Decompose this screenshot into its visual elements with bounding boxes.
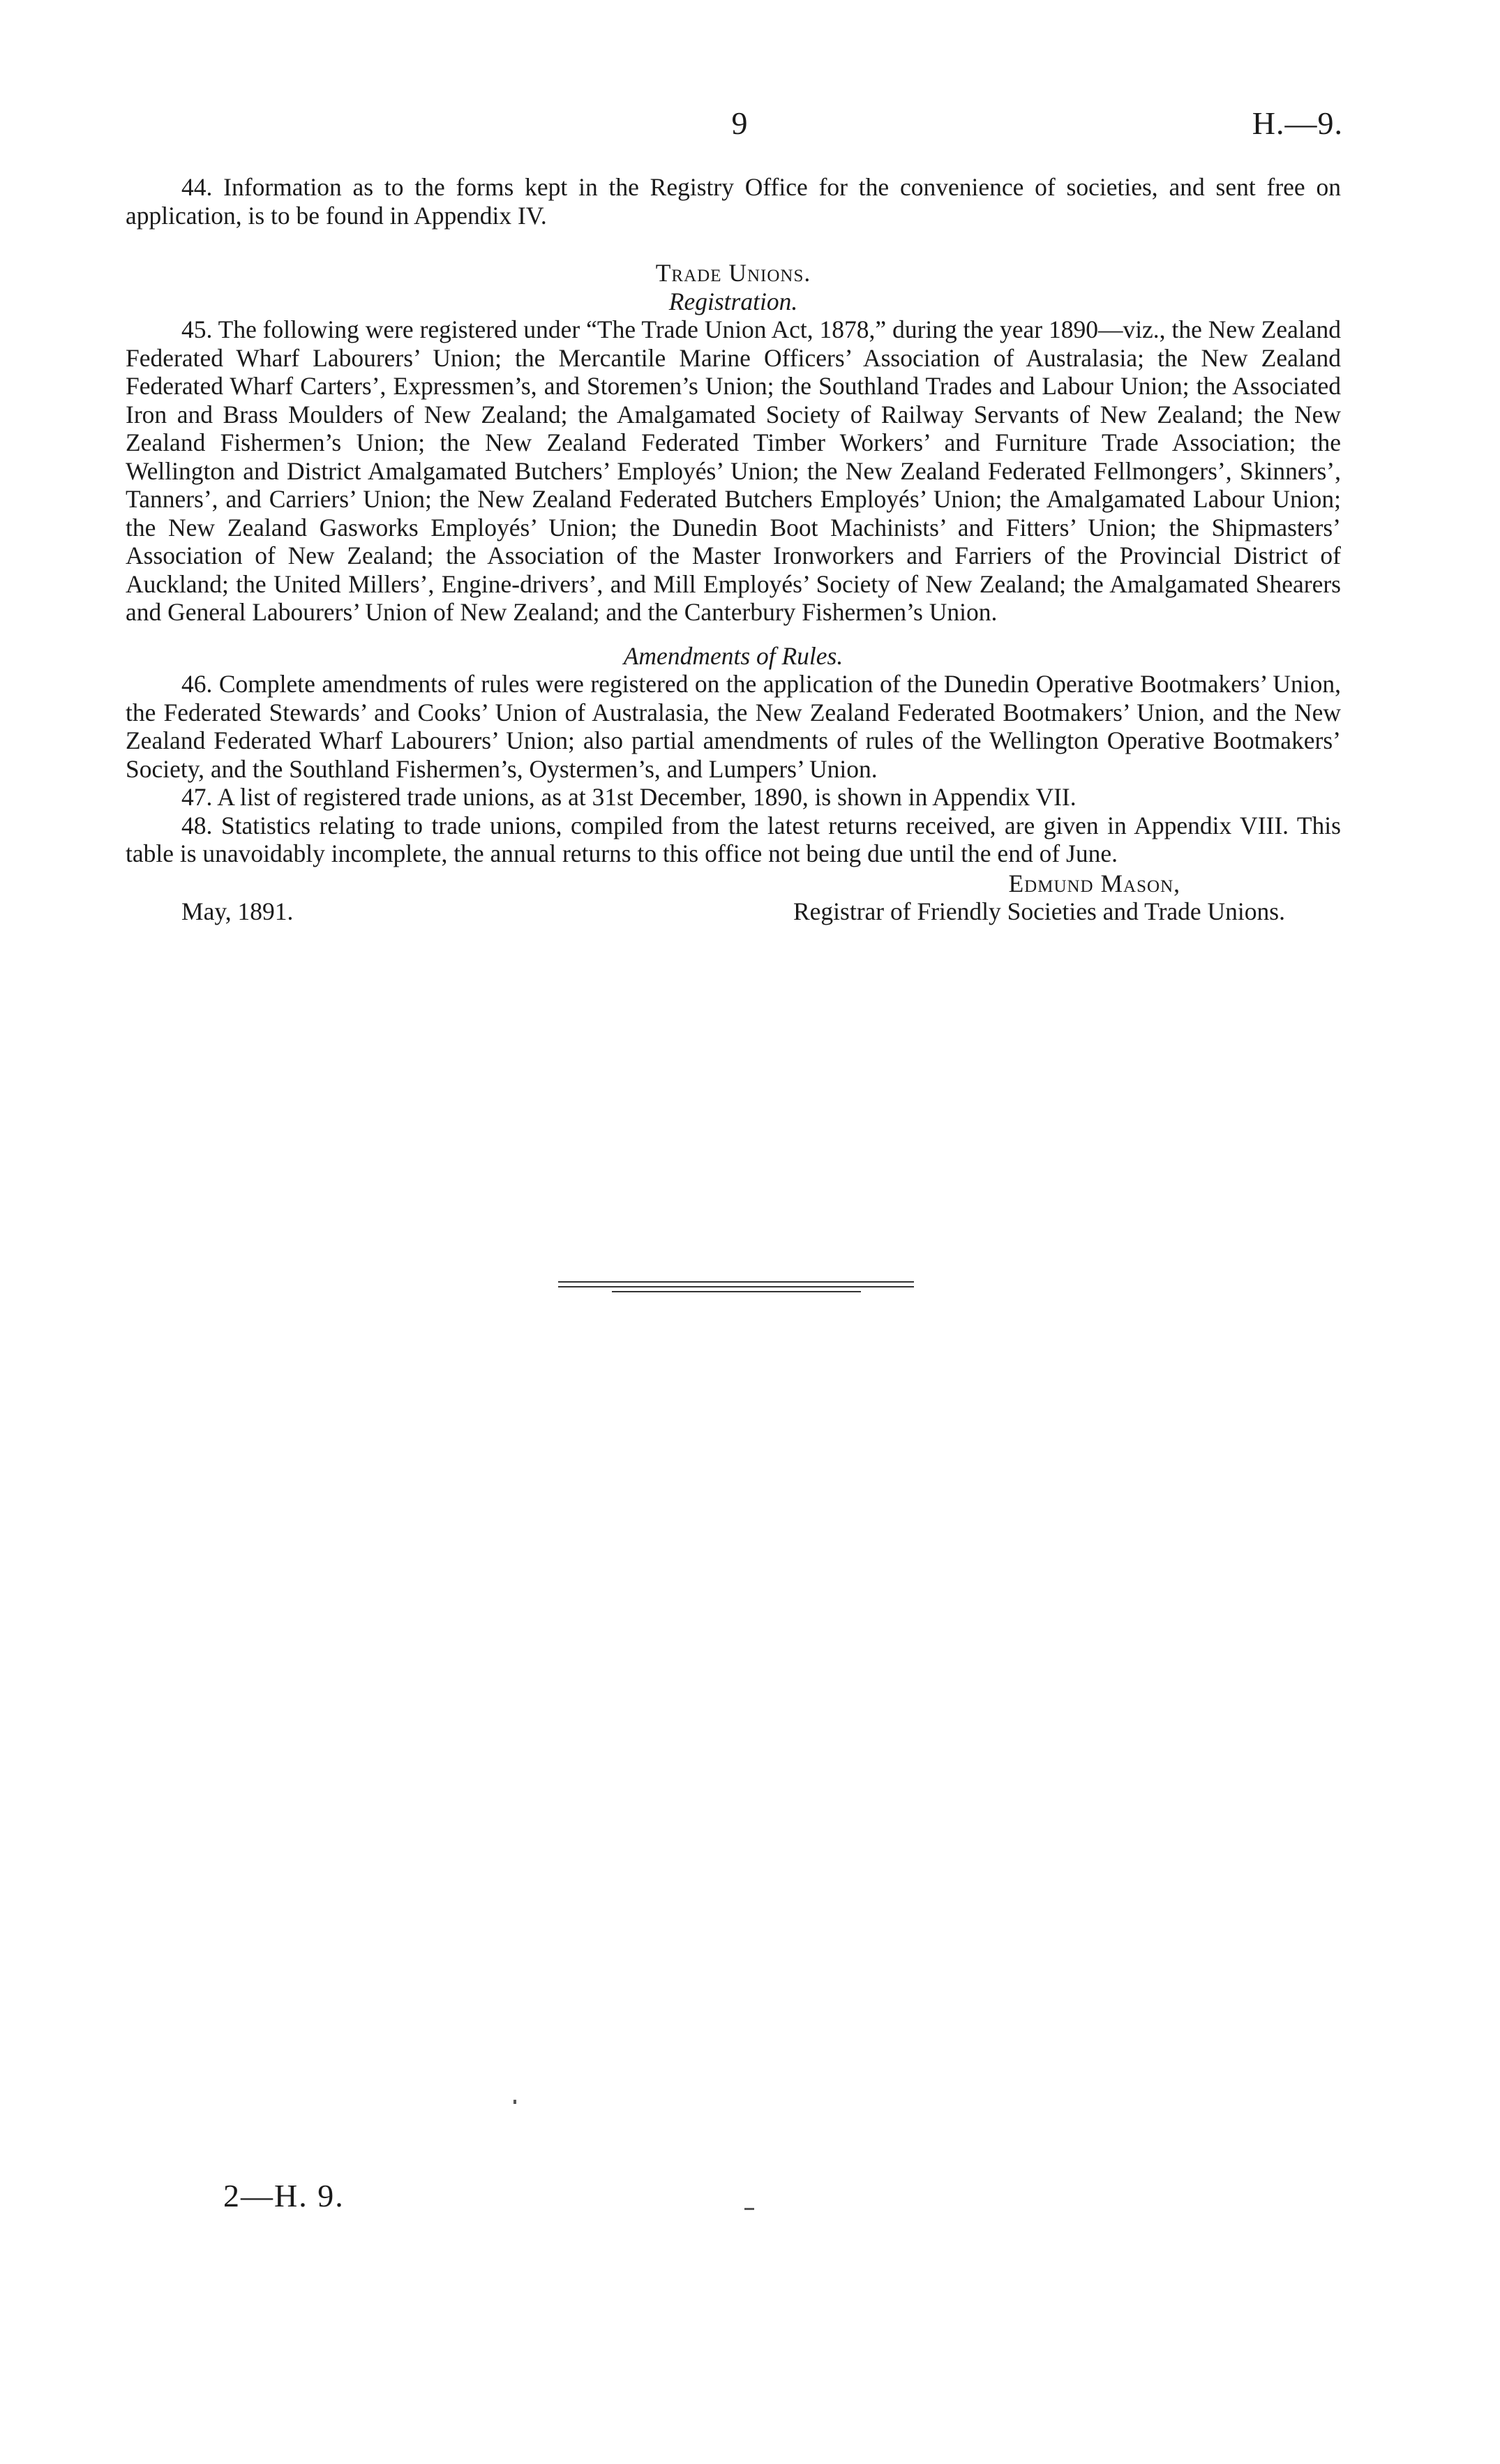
- page-number: 9: [731, 105, 748, 141]
- paragraph-47: 47. A list of registered trade unions, as at 31st December, 1890, is shown in Appendix VII.: [181, 783, 1077, 811]
- signatory-name: Edmund Mason,: [1008, 869, 1180, 897]
- signoff-row: [126, 897, 1341, 927]
- paragraph-44: 44. Information as to the forms kept in the Registry Office for the convenience of societies, and sent free on application, is to be found in Appendix IV.: [126, 173, 1341, 230]
- print-speck: [513, 2100, 516, 2104]
- paragraph-45: 45. The following were registered under “The Trade Union Act, 1878,” during the year 1890—viz., the New Zealand Federated Wharf Labourers’ Union; the Mercantile Marine Officers’ Association of Australasia; the New Zealand Federated Wharf Carters’, Expressmen’s, and Storemen’s Union; the Southland Trades and Labour Union; the Associated Iron and Brass Moulders of New Zealand; the Amalgamated Society of Railway Servants of New Zealand; the New Zealand Fishermen’s Union; the New Zealand Federated Timber Workers’ and Furniture Trade Association; the Wellington and District Amalgamated Butchers’ Employés’ Union; the New Zealand Federated Fellmongers’, Skinners’, Tanners’, and Carriers’ Union; the New Zealand Federated Butchers Employés’ Union; the Amalgamated Labour Union; the New Zealand Gasworks Employés’ Union; the Dunedin Boot Machinists’ and Fitters’ Union; the Shipmasters’ Association of New Zealand; the Association of the Master Ironworkers and Farriers of the Provincial District of Auckland; the United Millers’, Engine-drivers’, and Mill Employés’ Society of New Zealand; the Amalgamated Shearers and General Labourers’ Union of New Zealand; and the Canterbury Fishermen’s Union.: [126, 315, 1341, 626]
- printer-signature-mark: 2—H. 9.: [223, 2178, 345, 2213]
- print-speck: [744, 2208, 754, 2210]
- document-body: [126, 173, 1341, 927]
- document-reference: H.—9.: [1252, 105, 1343, 141]
- subheading-registration: Registration.: [668, 287, 798, 315]
- paragraph-46: 46. Complete amendments of rules were registered on the application of the Dunedin Operative Bootmakers’ Union, the Federated Stewards’ and Cooks’ Union of Australasia, the New Zealand Federated Bootmakers’ Union, and the New Zealand Federated Wharf Labourers’ Union; also partial amendments of rules of the Wellington Operative Bootmakers’ Society, and the Southland Fishermen’s, Oystermen’s, and Lumpers’ Union.: [126, 670, 1341, 783]
- section-heading-trade-unions: Trade Unions.: [655, 259, 811, 287]
- signoff-date: May, 1891.: [181, 897, 294, 925]
- closing-rule: [558, 1281, 914, 1296]
- rule-line: [558, 1281, 914, 1283]
- paragraph-48: 48. Statistics relating to trade unions, compiled from the latest returns received, are given in Appendix VIII. This table is unavoidably incomplete, the annual returns to this office not being due until the end of June.: [126, 811, 1341, 867]
- signatory-title: Registrar of Friendly Societies and Trade Unions.: [793, 897, 1285, 925]
- subheading-amendments-of-rules: Amendments of Rules.: [623, 641, 843, 670]
- rule-line: [612, 1291, 861, 1292]
- rule-line: [558, 1286, 914, 1287]
